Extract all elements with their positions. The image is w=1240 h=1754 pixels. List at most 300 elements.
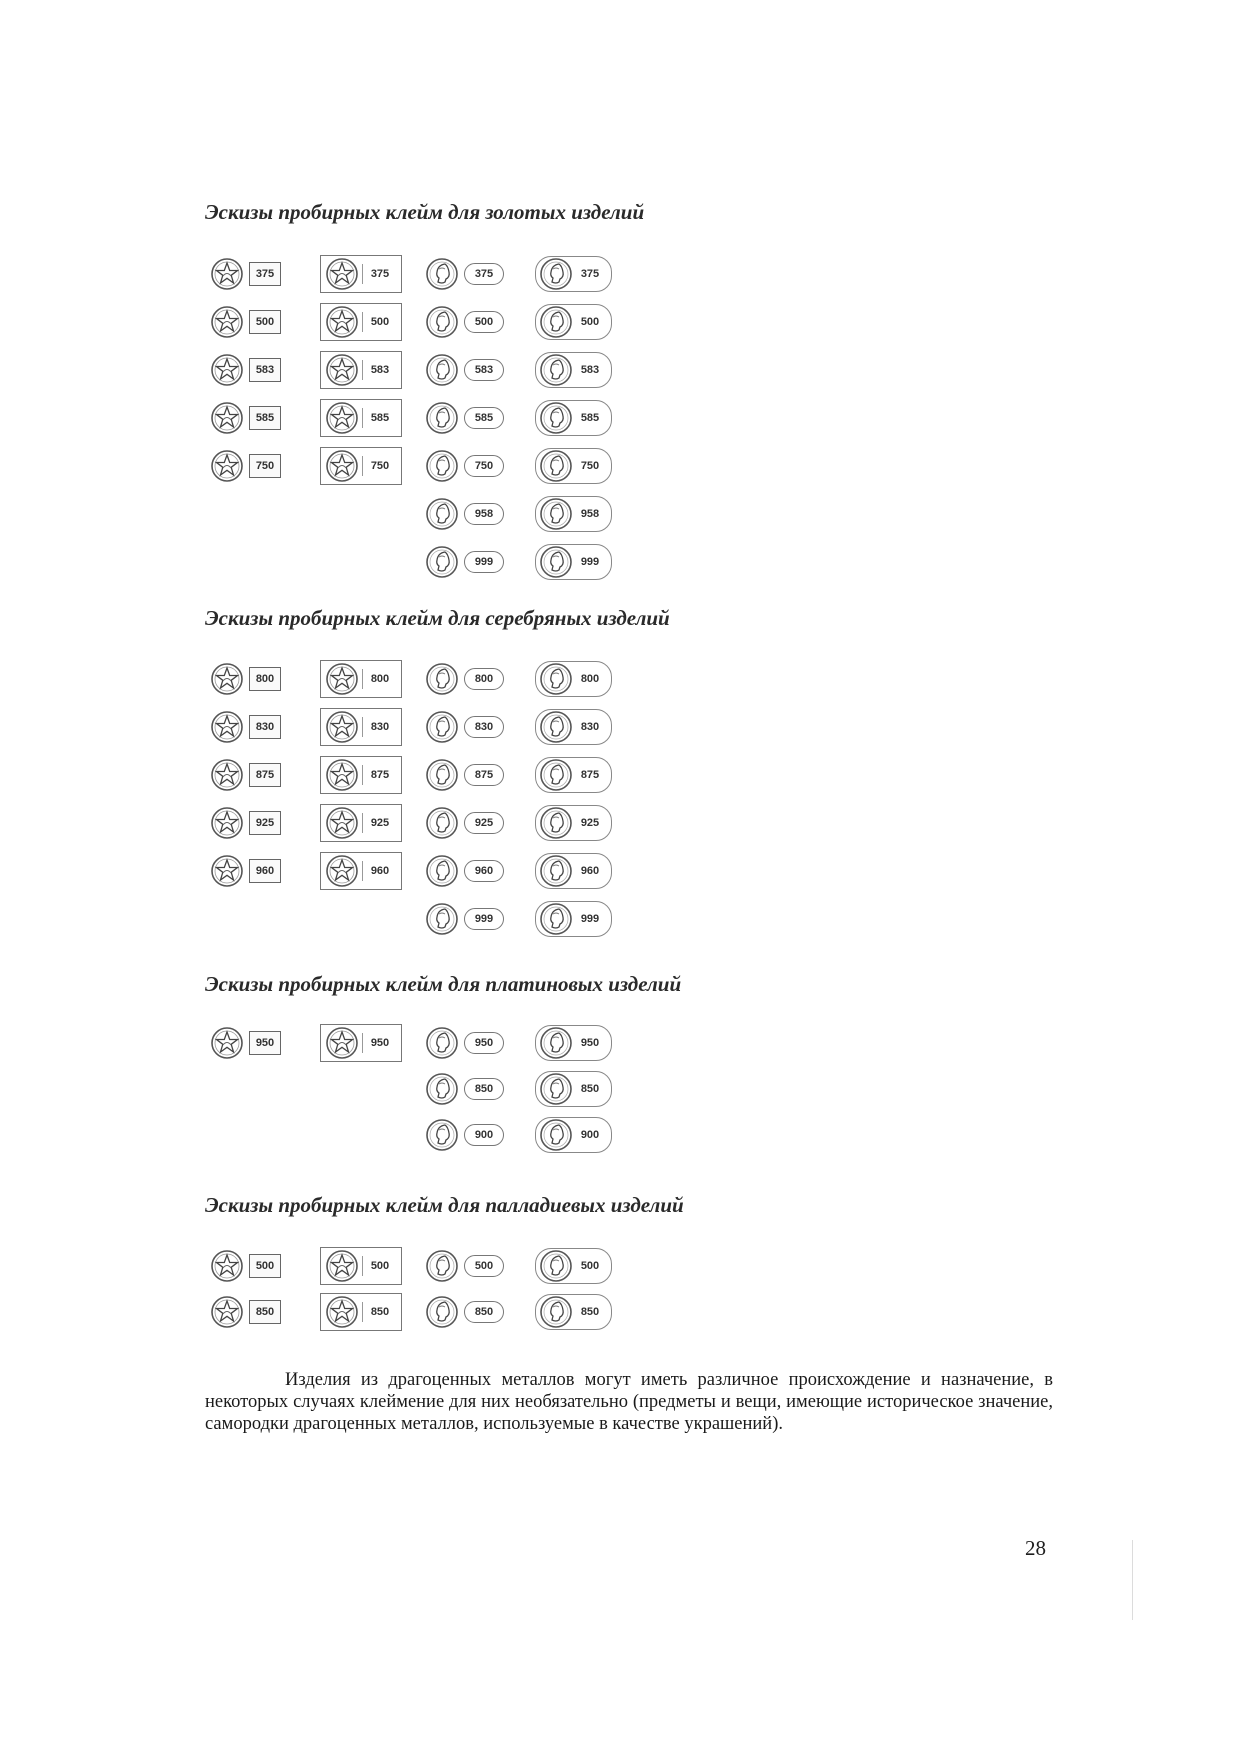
hallmark-stamp (320, 847, 425, 895)
hallmark-stamp (535, 394, 615, 442)
female-head-emblem-icon (425, 902, 459, 936)
fineness-value: 585 (249, 406, 281, 430)
stamp-grid-palladium (210, 1243, 615, 1335)
star-emblem-icon (325, 353, 359, 387)
star-emblem-icon (210, 854, 244, 888)
fineness-value: 875 (580, 769, 600, 781)
stamp-column (320, 655, 425, 943)
star-emblem-icon (210, 758, 244, 792)
female-head-emblem-icon (539, 401, 573, 435)
hallmark-stamp (320, 250, 425, 298)
female-head-emblem-icon (539, 1249, 573, 1283)
hallmark-stamp (425, 1243, 535, 1289)
hallmark-stamp (535, 703, 615, 751)
emblem (210, 401, 244, 435)
fineness-value: 999 (464, 908, 504, 930)
fineness-value: 960 (362, 861, 397, 881)
stamp-frame (535, 661, 612, 697)
emblem (325, 1249, 359, 1283)
emblem (539, 758, 573, 792)
female-head-emblem-icon (425, 758, 459, 792)
fineness-value: 800 (580, 673, 600, 685)
stamp-frame (535, 496, 612, 532)
fineness-value: 950 (362, 1033, 397, 1053)
stamp-frame (535, 448, 612, 484)
star-emblem-icon (210, 1026, 244, 1060)
stamp-frame (320, 351, 402, 389)
hallmark-stamp (425, 1112, 535, 1158)
hallmark-stamp (425, 298, 535, 346)
hallmark-stamp (425, 655, 535, 703)
fineness-value: 583 (580, 364, 600, 376)
hallmark-stamp (535, 799, 615, 847)
hallmark-stamp (210, 442, 320, 490)
female-head-emblem-icon (425, 854, 459, 888)
fineness-value: 999 (580, 556, 600, 568)
star-emblem-icon (325, 1249, 359, 1283)
emblem (425, 353, 459, 387)
fineness-value: 500 (249, 310, 281, 334)
female-head-emblem-icon (425, 257, 459, 291)
stamp-column (425, 655, 535, 943)
fineness-value: 925 (464, 812, 504, 834)
emblem (425, 497, 459, 531)
hallmark-stamp (210, 799, 320, 847)
star-emblem-icon (325, 1026, 359, 1060)
fineness-value: 999 (464, 551, 504, 573)
stamp-column (425, 250, 535, 586)
fineness-value: 960 (464, 860, 504, 882)
stamp-frame (535, 1025, 612, 1061)
female-head-emblem-icon (539, 806, 573, 840)
stamp-frame (535, 1248, 612, 1284)
emblem (425, 806, 459, 840)
female-head-emblem-icon (425, 497, 459, 531)
hallmark-stamp (535, 1289, 615, 1335)
fineness-value: 999 (580, 913, 600, 925)
emblem (539, 1072, 573, 1106)
hallmark-stamp (535, 250, 615, 298)
fineness-value: 750 (362, 456, 397, 476)
hallmark-stamp (320, 394, 425, 442)
emblem (325, 806, 359, 840)
stamp-frame (320, 1293, 402, 1331)
hallmark-stamp (535, 346, 615, 394)
stamp-column (320, 250, 425, 586)
female-head-emblem-icon (425, 710, 459, 744)
emblem (210, 257, 244, 291)
emblem (325, 353, 359, 387)
emblem (210, 449, 244, 483)
stamp-frame (535, 352, 612, 388)
stamp-frame (320, 852, 402, 890)
hallmark-stamp (425, 490, 535, 538)
emblem (539, 806, 573, 840)
hallmark-stamp (535, 1020, 615, 1066)
stamp-frame (320, 1247, 402, 1285)
stamp-frame (320, 804, 402, 842)
stamp-column (535, 1243, 615, 1335)
star-emblem-icon (325, 401, 359, 435)
hallmark-stamp (320, 442, 425, 490)
emblem (539, 401, 573, 435)
stamp-column (210, 655, 320, 943)
emblem (539, 497, 573, 531)
hallmark-stamp (535, 538, 615, 586)
fineness-value: 900 (464, 1124, 504, 1146)
stamp-frame (320, 1024, 402, 1062)
fineness-value: 585 (464, 407, 504, 429)
hallmark-stamp (210, 655, 320, 703)
emblem (539, 854, 573, 888)
emblem (325, 710, 359, 744)
female-head-emblem-icon (539, 1026, 573, 1060)
stamp-column (210, 1243, 320, 1335)
emblem (425, 401, 459, 435)
fineness-value: 500 (464, 1255, 504, 1277)
stamp-column (210, 250, 320, 586)
emblem (539, 353, 573, 387)
hallmark-stamp (535, 298, 615, 346)
fineness-value: 375 (362, 264, 397, 284)
hallmark-stamp (425, 751, 535, 799)
stamp-frame (320, 756, 402, 794)
stamp-frame (535, 400, 612, 436)
star-emblem-icon (210, 257, 244, 291)
emblem (425, 902, 459, 936)
star-emblem-icon (210, 353, 244, 387)
emblem (325, 758, 359, 792)
fineness-value: 850 (249, 1300, 281, 1324)
stamp-frame (535, 901, 612, 937)
fineness-value: 800 (249, 667, 281, 691)
fineness-value: 958 (464, 503, 504, 525)
hallmark-stamp (320, 703, 425, 751)
fineness-value: 925 (249, 811, 281, 835)
hallmark-stamp (210, 394, 320, 442)
star-emblem-icon (210, 806, 244, 840)
female-head-emblem-icon (425, 305, 459, 339)
star-emblem-icon (210, 710, 244, 744)
emblem (325, 305, 359, 339)
fineness-value: 750 (249, 454, 281, 478)
female-head-emblem-icon (425, 401, 459, 435)
hallmark-stamp (210, 250, 320, 298)
hallmark-stamp (425, 703, 535, 751)
emblem (425, 305, 459, 339)
stamp-frame (320, 447, 402, 485)
emblem (425, 662, 459, 696)
emblem (210, 305, 244, 339)
female-head-emblem-icon (539, 257, 573, 291)
fineness-value: 830 (580, 721, 600, 733)
star-emblem-icon (210, 1295, 244, 1329)
emblem (425, 545, 459, 579)
stamp-frame (535, 709, 612, 745)
emblem (539, 662, 573, 696)
page-number: 28 (1025, 1536, 1046, 1560)
section-title-silver: Эскизы пробирных клейм для серебряных изделий (205, 606, 670, 630)
emblem (539, 1249, 573, 1283)
section-title-palladium: Эскизы пробирных клейм для палладиевых изделий (205, 1193, 684, 1217)
hallmark-stamp (425, 442, 535, 490)
female-head-emblem-icon (425, 662, 459, 696)
fineness-value: 500 (362, 312, 397, 332)
stamp-frame (320, 303, 402, 341)
fineness-value: 900 (580, 1129, 600, 1141)
emblem (425, 710, 459, 744)
star-emblem-icon (325, 806, 359, 840)
hallmark-stamp (320, 655, 425, 703)
fineness-value: 830 (362, 717, 397, 737)
female-head-emblem-icon (425, 449, 459, 483)
star-emblem-icon (325, 449, 359, 483)
emblem (325, 854, 359, 888)
stamp-frame (320, 399, 402, 437)
female-head-emblem-icon (539, 305, 573, 339)
female-head-emblem-icon (539, 353, 573, 387)
hallmark-stamp (320, 1243, 425, 1289)
fineness-value: 850 (464, 1078, 504, 1100)
emblem (539, 710, 573, 744)
hallmark-stamp (210, 847, 320, 895)
emblem (539, 545, 573, 579)
emblem (325, 449, 359, 483)
stamp-frame (320, 660, 402, 698)
star-emblem-icon (325, 1295, 359, 1329)
emblem (425, 1026, 459, 1060)
emblem (539, 305, 573, 339)
emblem (325, 257, 359, 291)
fineness-value: 800 (362, 669, 397, 689)
hallmark-stamp (320, 298, 425, 346)
emblem (210, 1295, 244, 1329)
female-head-emblem-icon (539, 1118, 573, 1152)
female-head-emblem-icon (425, 545, 459, 579)
female-head-emblem-icon (425, 353, 459, 387)
emblem (325, 1026, 359, 1060)
stamp-frame (535, 1071, 612, 1107)
fineness-value: 850 (464, 1301, 504, 1323)
fineness-value: 750 (580, 460, 600, 472)
stamp-frame (535, 805, 612, 841)
hallmark-stamp (535, 1112, 615, 1158)
hallmark-stamp (320, 346, 425, 394)
emblem (539, 449, 573, 483)
fineness-value: 375 (580, 268, 600, 280)
female-head-emblem-icon (425, 1295, 459, 1329)
star-emblem-icon (210, 449, 244, 483)
hallmark-stamp (425, 346, 535, 394)
hallmark-stamp (210, 1020, 320, 1066)
emblem (425, 758, 459, 792)
star-emblem-icon (325, 758, 359, 792)
stamp-frame (535, 853, 612, 889)
fineness-value: 500 (580, 316, 600, 328)
fineness-value: 585 (362, 408, 397, 428)
emblem (325, 662, 359, 696)
star-emblem-icon (210, 662, 244, 696)
fineness-value: 875 (464, 764, 504, 786)
stamp-grid-silver (210, 655, 615, 943)
fineness-value: 583 (249, 358, 281, 382)
emblem (425, 1118, 459, 1152)
emblem (210, 806, 244, 840)
fineness-value: 375 (464, 263, 504, 285)
emblem (539, 1026, 573, 1060)
fineness-value: 850 (362, 1302, 397, 1322)
female-head-emblem-icon (425, 806, 459, 840)
emblem (210, 710, 244, 744)
fineness-value: 500 (249, 1254, 281, 1278)
hallmark-stamp (535, 1066, 615, 1112)
star-emblem-icon (325, 710, 359, 744)
stamp-frame (535, 544, 612, 580)
female-head-emblem-icon (539, 758, 573, 792)
stamp-column (425, 1243, 535, 1335)
stamp-column (320, 1020, 425, 1158)
hallmark-stamp (210, 703, 320, 751)
hallmark-stamp (425, 1289, 535, 1335)
fineness-value: 583 (362, 360, 397, 380)
hallmark-stamp (425, 1020, 535, 1066)
stamp-frame (535, 304, 612, 340)
emblem (210, 662, 244, 696)
emblem (425, 449, 459, 483)
hallmark-stamp (210, 298, 320, 346)
hallmark-stamp (320, 751, 425, 799)
fineness-value: 375 (249, 262, 281, 286)
emblem (539, 1118, 573, 1152)
stamp-column (320, 1243, 425, 1335)
fineness-value: 500 (580, 1260, 600, 1272)
hallmark-stamp (425, 1066, 535, 1112)
fineness-value: 850 (580, 1083, 600, 1095)
fineness-value: 960 (580, 865, 600, 877)
stamp-column (425, 1020, 535, 1158)
star-emblem-icon (210, 305, 244, 339)
hallmark-stamp (425, 847, 535, 895)
emblem (425, 1249, 459, 1283)
hallmark-stamp (425, 394, 535, 442)
female-head-emblem-icon (425, 1118, 459, 1152)
star-emblem-icon (325, 305, 359, 339)
stamp-column (535, 1020, 615, 1158)
hallmark-stamp (320, 799, 425, 847)
stamp-column (210, 1020, 320, 1158)
emblem (539, 902, 573, 936)
emblem (425, 257, 459, 291)
hallmark-stamp (535, 1243, 615, 1289)
star-emblem-icon (325, 257, 359, 291)
stamp-frame (535, 256, 612, 292)
section-title-platinum: Эскизы пробирных клейм для платиновых изделий (205, 972, 682, 996)
body-paragraph-text: Изделия из драгоценных металлов могут иметь различное происхождение и назначение, в некоторых случаях клеймение для них необязательно (предметы и вещи, имеющие историческое значение, самородки драгоценных металлов, используемые в качестве украшений). (205, 1370, 1053, 1434)
body-paragraph (205, 1369, 1053, 1435)
fineness-value: 500 (464, 311, 504, 333)
female-head-emblem-icon (539, 854, 573, 888)
stamp-frame (535, 1117, 612, 1153)
female-head-emblem-icon (539, 449, 573, 483)
hallmark-stamp (320, 1020, 425, 1066)
fineness-value: 750 (464, 455, 504, 477)
stamp-frame (535, 757, 612, 793)
fineness-value: 875 (362, 765, 397, 785)
stamp-frame (320, 708, 402, 746)
hallmark-stamp (535, 847, 615, 895)
fineness-value: 925 (580, 817, 600, 829)
emblem (539, 257, 573, 291)
emblem (325, 1295, 359, 1329)
emblem (210, 1026, 244, 1060)
hallmark-stamp (425, 538, 535, 586)
female-head-emblem-icon (539, 710, 573, 744)
female-head-emblem-icon (539, 497, 573, 531)
hallmark-stamp (425, 799, 535, 847)
star-emblem-icon (210, 1249, 244, 1283)
hallmark-stamp (210, 346, 320, 394)
star-emblem-icon (210, 401, 244, 435)
emblem (425, 1072, 459, 1106)
female-head-emblem-icon (539, 545, 573, 579)
fineness-value: 583 (464, 359, 504, 381)
hallmark-stamp (320, 1289, 425, 1335)
hallmark-stamp (535, 751, 615, 799)
emblem (425, 854, 459, 888)
female-head-emblem-icon (425, 1072, 459, 1106)
hallmark-stamp (535, 895, 615, 943)
fineness-value: 500 (362, 1256, 397, 1276)
fineness-value: 875 (249, 763, 281, 787)
emblem (210, 854, 244, 888)
female-head-emblem-icon (425, 1249, 459, 1283)
fineness-value: 950 (464, 1032, 504, 1054)
stamp-grid-platinum (210, 1020, 615, 1158)
hallmark-stamp (210, 1243, 320, 1289)
fineness-value: 800 (464, 668, 504, 690)
emblem (210, 353, 244, 387)
emblem (425, 1295, 459, 1329)
emblem (210, 1249, 244, 1283)
stamp-frame (320, 255, 402, 293)
hallmark-stamp (535, 442, 615, 490)
hallmark-stamp (425, 250, 535, 298)
fineness-value: 585 (580, 412, 600, 424)
emblem (210, 758, 244, 792)
female-head-emblem-icon (539, 1295, 573, 1329)
hallmark-stamp (210, 1289, 320, 1335)
hallmark-stamp (535, 655, 615, 703)
scan-edge-line (1132, 1540, 1133, 1620)
section-title-gold: Эскизы пробирных клейм для золотых изделий (205, 200, 645, 224)
star-emblem-icon (325, 854, 359, 888)
hallmark-stamp (425, 895, 535, 943)
fineness-value: 960 (249, 859, 281, 883)
fineness-value: 830 (464, 716, 504, 738)
female-head-emblem-icon (539, 662, 573, 696)
fineness-value: 950 (249, 1031, 281, 1055)
hallmark-stamp (535, 490, 615, 538)
fineness-value: 950 (580, 1037, 600, 1049)
female-head-emblem-icon (539, 1072, 573, 1106)
emblem (325, 401, 359, 435)
stamp-grid-gold (210, 250, 615, 586)
star-emblem-icon (325, 662, 359, 696)
emblem (539, 1295, 573, 1329)
female-head-emblem-icon (539, 902, 573, 936)
fineness-value: 925 (362, 813, 397, 833)
stamp-column (535, 655, 615, 943)
